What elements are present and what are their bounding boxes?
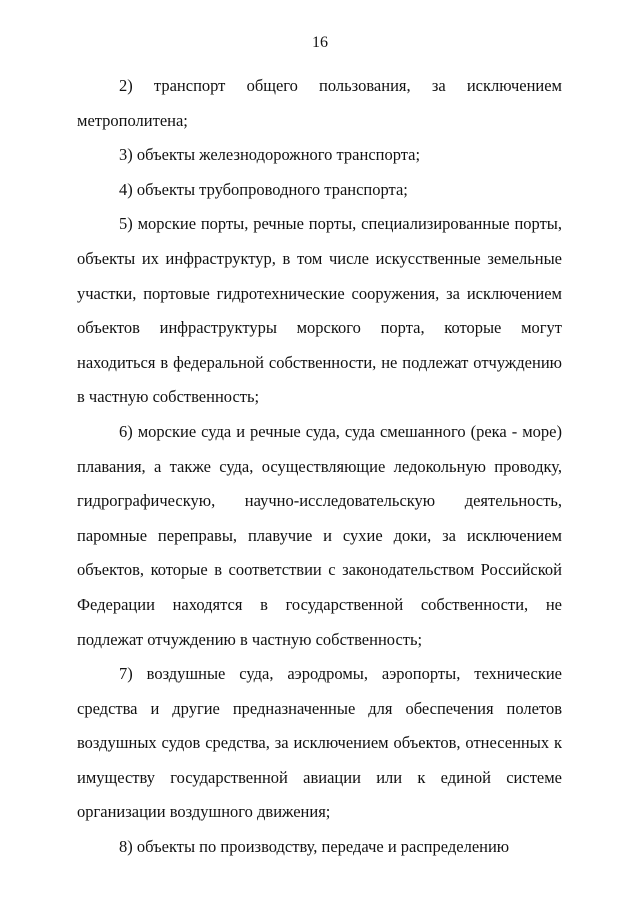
paragraph-item-5: 5) морские порты, речные порты, специализированные порты, объекты их инфраструктур, в том числе искусственные земельные участки, портовые гидротехнические сооружения, за исключением объектов инфраструктуры морского порта, которые могут находиться в федеральной собственности, не подлежат отчуждению в частную собственность; [77,214,562,407]
page-number: 16 [312,34,328,51]
paragraph-item-7: 7) воздушные суда, аэродромы, аэропорты, технические средства и другие предназначенные для обеспечения полетов воздушных судов средства, за исключением объектов, отнесенных к имуществу государственной авиации или к единой системе организации воздушного движения; [77,664,562,822]
paragraph-item-3: 3) объекты железнодорожного транспорта; [119,145,421,165]
paragraph-item-8: 8) объекты по производству, передаче и распределению [119,837,510,857]
paragraph-item-2: 2) транспорт общего пользования, за исключением метрополитена; [77,76,562,130]
paragraph-item-4: 4) объекты трубопроводного транспорта; [119,179,408,199]
paragraph-item-6: 6) морские суда и речные суда, суда смешанного (река - море) плавания, а также суда, осуществляющие ледокольную проводку, гидрографическую, научно-исследовательскую деятельность, паромные переправы, плавучие и сухие доки, за исключением объектов, которые в соответствии с законодательством Российской Федерации находятся в государственной собственности, не подлежат отчуждению в частную собственность; [77,421,562,649]
document-body [77,69,562,865]
